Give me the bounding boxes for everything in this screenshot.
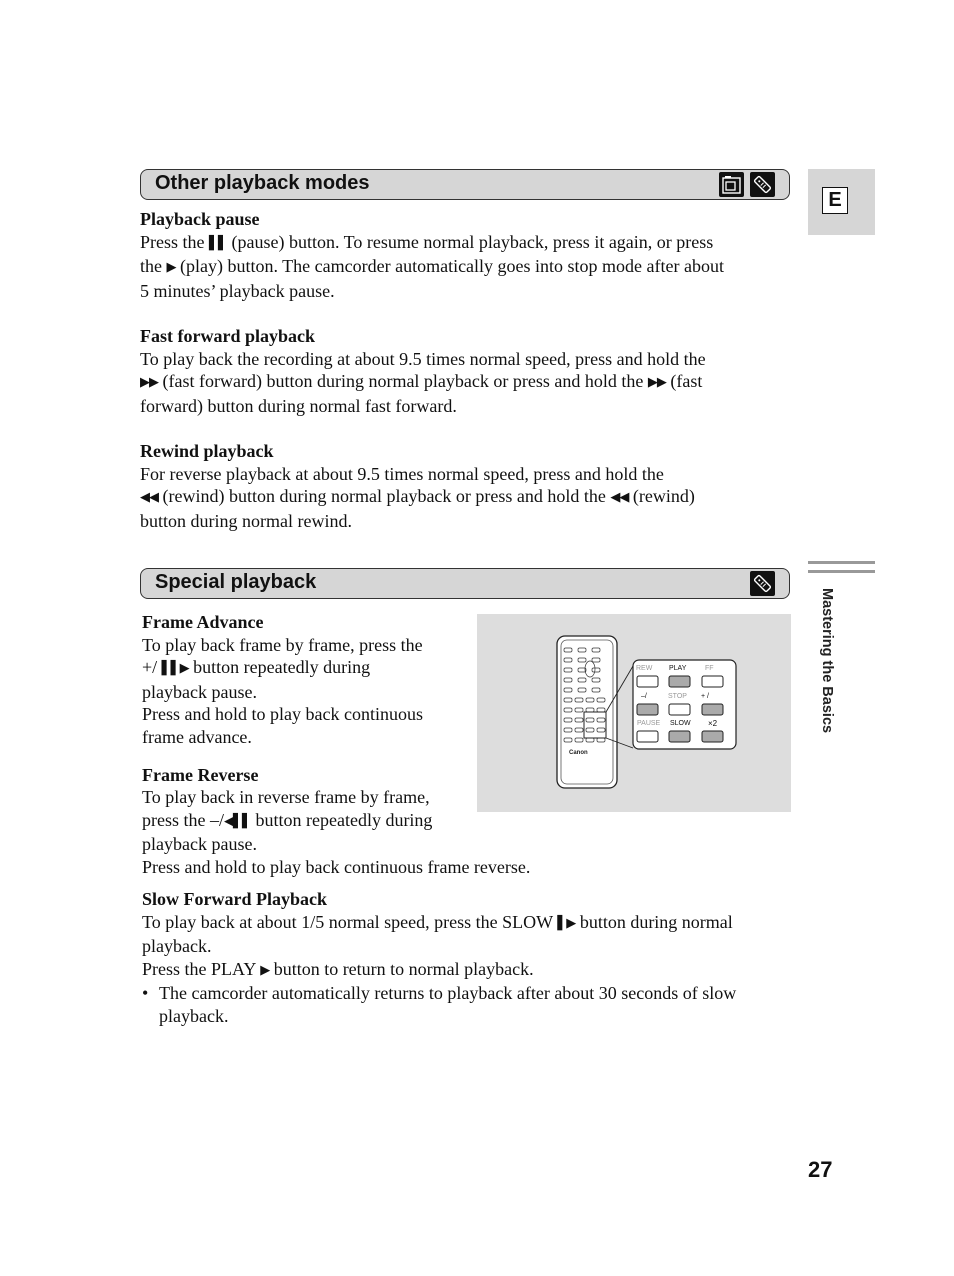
slow-icon: ▌▶ xyxy=(557,915,576,931)
text-line: Press the ▌▌ (pause) button. To resume normal playback, press it again, or press xyxy=(140,231,724,256)
text-line: playback pause. xyxy=(142,834,257,855)
text-line: For reverse playback at about 9.5 times normal speed, press and hold the xyxy=(140,463,664,484)
heading-frame-advance: Frame Advance xyxy=(142,612,264,632)
frame-advance-icon: ▌▌▶ xyxy=(161,661,189,677)
key-label-frame-advance: + / xyxy=(701,693,709,700)
text-line: Press and hold to play back continuous frame reverse. xyxy=(142,856,531,877)
bullet-item: • The camcorder automatically returns to playback after about 30 seconds of slow playback. xyxy=(142,983,737,1026)
camcorder-icon xyxy=(719,172,744,197)
heading-playback-pause: Playback pause xyxy=(140,209,260,229)
key-label-slow: SLOW xyxy=(670,720,691,727)
rewind-icon: ◀◀ xyxy=(140,490,158,506)
text-line: To play back the recording at about 9.5 times normal speed, press and hold the xyxy=(140,348,706,369)
rewind-icon: ◀◀ xyxy=(610,490,629,506)
key-label-pause: PAUSE xyxy=(637,720,661,727)
chapter-label: Mastering the Basics xyxy=(819,588,835,734)
remote-icon xyxy=(750,571,775,596)
heading-fast-forward: Fast forward playback xyxy=(140,325,315,346)
key-label-rew: REW xyxy=(636,665,653,672)
heading-frame-reverse: Frame Reverse xyxy=(142,764,259,785)
section-banner-other-playback xyxy=(140,169,790,200)
text-line: frame advance. xyxy=(142,726,252,747)
fast-forward-icon: ▶▶ xyxy=(647,375,666,391)
play-icon: ▶ xyxy=(166,260,176,276)
text-line: To play back at about 1/5 normal speed, press the SLOW ▌▶ button during normal xyxy=(142,911,792,936)
play-icon: ▶ xyxy=(260,962,270,978)
section1-body xyxy=(140,208,724,532)
key-label-play: PLAY xyxy=(669,665,687,672)
key-label-ff: FF xyxy=(705,665,714,672)
section-title: Other playback modes xyxy=(155,172,370,194)
brand-label: Canon xyxy=(569,750,588,756)
sidebar-rule xyxy=(808,570,875,573)
frame-reverse-icon: ◀▌▌ xyxy=(223,813,251,829)
text-line: the ▶ (play) button. The camcorder automatically goes into stop mode after about xyxy=(140,255,724,280)
section-title: Special playback xyxy=(155,571,317,593)
language-tab xyxy=(808,169,875,235)
text-line: forward) button during normal fast forward. xyxy=(140,395,457,416)
remote-icon xyxy=(750,172,775,197)
text-line: Press and hold to play back continuous xyxy=(142,704,423,725)
text-line: +/ ▌▌▶ button repeatedly during xyxy=(142,656,612,681)
pause-icon: ▌▌ xyxy=(209,235,227,251)
language-tab-letter: E xyxy=(822,187,848,214)
sidebar-rule xyxy=(808,561,875,564)
text-line: Press the PLAY ▶ button to return to normal playback. xyxy=(142,958,792,983)
page-number: 27 xyxy=(808,1157,833,1182)
key-label-stop: STOP xyxy=(668,693,687,700)
text-line: press the –/◀▌▌ button repeatedly during xyxy=(142,809,612,834)
heading-rewind: Rewind playback xyxy=(140,440,274,461)
key-label-frame-reverse: –/ xyxy=(641,693,647,700)
text-line: ▶▶ (fast forward) button during normal playback or press and hold the ▶▶ (fast xyxy=(140,370,724,395)
key-label-x2: ×2 xyxy=(708,719,718,728)
text-line: 5 minutes’ playback pause. xyxy=(140,280,335,301)
text-line: playback. xyxy=(142,936,212,957)
text-line: To play back frame by frame, press the xyxy=(142,634,423,655)
text-line: playback pause. xyxy=(142,681,257,702)
remote-control-figure xyxy=(477,614,791,812)
fast-forward-icon: ▶▶ xyxy=(140,375,158,391)
slow-forward-body xyxy=(142,888,792,1028)
heading-slow-forward: Slow Forward Playback xyxy=(142,889,328,909)
bullet-icon: • xyxy=(142,983,149,1004)
text-line: To play back in reverse frame by frame, xyxy=(142,787,430,808)
text-line: ◀◀ (rewind) button during normal playback or press and hold the ◀◀ (rewind) xyxy=(140,485,724,510)
section-banner-special-playback xyxy=(140,568,790,599)
text-line: button during normal rewind. xyxy=(140,510,352,531)
